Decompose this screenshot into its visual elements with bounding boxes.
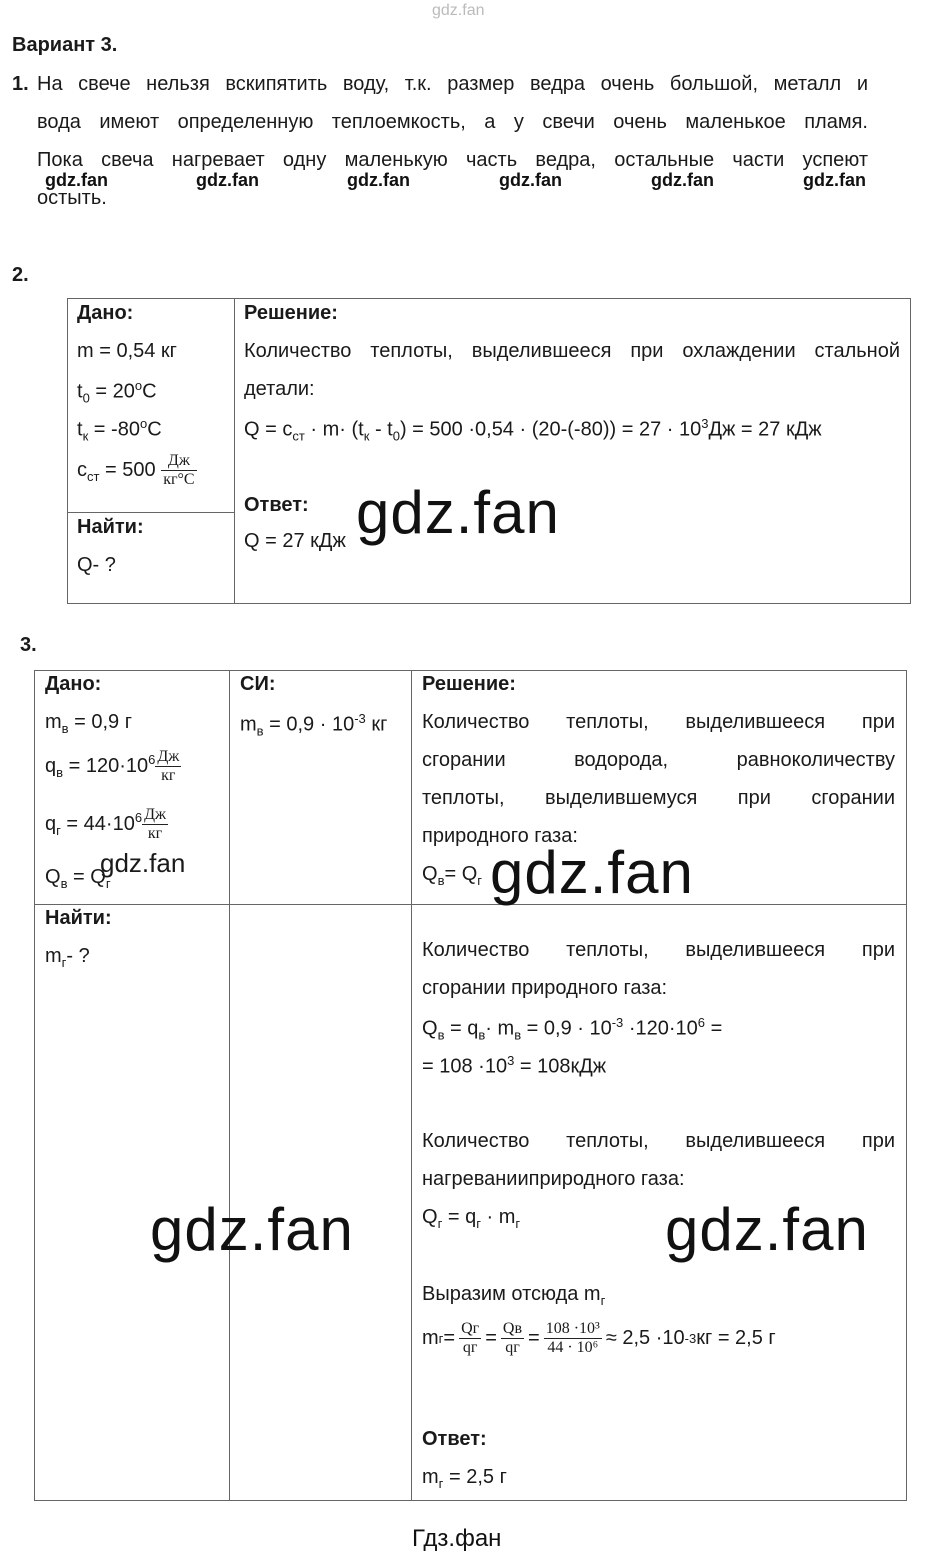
task2-c-fraction: $\frac{Дж}{кг^\circ C}$ [163,452,195,488]
task3-given-qg: $q_г = 44\cdot 10^6$ $\frac{Дж}{кг}$ [45,806,167,842]
task3-given-mv: $m_в = 0,9$ г [45,711,133,736]
task3-watermark-small: gdz.fan [100,848,186,878]
task3-p4-equation: m г = $\frac{Qг}{qг}$ = $\frac{Qв}{qг}$ = $\frac{\text{108 ·10³}}{\text{44 · 10⁶}}$ ≈ 2,5 ·10 -3 кг = 2,5 г [422,1320,776,1356]
task1-line3: Пока свеча нагревает одну маленькую часть ведра, остальные части успеют [37,149,868,171]
task2-given-t0: $t_0 = 20^oC$ [77,378,157,406]
task3-p2-line2: сгорании природного газа: [422,977,668,999]
task3-p2-line1: Количество теплоты, выделившееся при [422,939,895,961]
task3-given-equality: $Q_в = Q_г$ [45,866,111,891]
task3-si-header: СИ: [240,673,276,695]
task1-number: 1. [12,73,29,95]
footer-watermark: Гдз.фан [412,1525,502,1552]
task2-solution-line2: детали: [244,378,315,400]
top-watermark: gdz.fan [432,2,485,19]
task2-answer: Q = 27 кДж [244,530,346,552]
task2-watermark: gdz.fan [356,479,560,546]
task3-find: $m_г-$ ? [45,945,90,970]
task3-find-header: Найти: [45,907,112,929]
task2-find-header: Найти: [77,516,144,538]
task3-p1-line1: Количество теплоты, выделившееся при [422,711,895,733]
task3-watermark-1: gdz.fan [490,839,694,906]
task3-si-mv: $m_в = 0,9 \cdot 10^{-3}$ кг [240,711,388,739]
task1-line1: На свече нельзя вскипятить воду, т.к. размер ведра очень большой, металл и [37,73,868,95]
variant-title: Вариант 3. [12,34,118,56]
task2-solution-header: Решение: [244,302,338,324]
task3-frac-2: $\frac{Qв}{qг}$ [502,1320,523,1356]
task3-qg-fraction: $\frac{Дж}{кг}$ [144,806,167,842]
task3-p2-equation1: $Q_в = q_в\cdot m_в = 0,9 \cdot 10^{-3} \cdot 120\cdot 10^6$ = [422,1015,723,1043]
task2-solution-line1: Количество теплоты, выделившееся при охлаждении стальной [244,340,900,362]
watermark-row-2: gdz.fan [196,170,259,190]
task3-p4-line1: Выразим отсюда $m_г$ [422,1283,606,1308]
task3-p3-line2: нагреванииприродного газа: [422,1168,685,1190]
watermark-row-5: gdz.fan [651,170,714,190]
task3-answer-header: Ответ: [422,1428,487,1450]
task3-p2-equation2: = $108 \cdot 10^3 = 108кДж$ [422,1053,607,1078]
watermark-row-4: gdz.fan [499,170,562,190]
task1-line2: вода имеют определенную теплоемкость, а у свечи очень маленькое пламя. [37,111,868,133]
task3-answer: $m_г = 2,5$ г [422,1466,507,1491]
watermark-row-1: gdz.fan [45,170,108,190]
task2-given-mass: m = 0,54 кг [77,340,177,362]
task3-frac-1: $\frac{Qг}{qг}$ [461,1320,480,1356]
task2-number: 2. [12,264,29,286]
task2-find: Q- ? [77,554,116,576]
task3-watermark-2: gdz.fan [150,1196,354,1263]
task3-frac-3: $\frac{\text{108 ·10³}}{\text{44 · 10⁶}}$ [545,1320,600,1356]
task3-qv-fraction: $\frac{Дж}{кг}$ [157,748,180,784]
task3-p1-line4: природного газа: [422,825,578,847]
task2-given-tk: $t_к = -80^oC$ [77,416,162,444]
task1-line4: остыть. [37,187,107,209]
task3-watermark-3: gdz.fan [665,1196,869,1263]
task3-given-qv: $q_в = 120\cdot 10^6$ $\frac{Дж}{кг}$ [45,748,180,784]
task3-p3-line1: Количество теплоты, выделившееся при [422,1130,895,1152]
task3-p1-equation: $Q_в= Q_г$ [422,863,483,888]
watermark-row-3: gdz.fan [347,170,410,190]
task3-solution-header: Решение: [422,673,516,695]
task2-given-header: Дано: [77,302,134,324]
task2-answer-header: Ответ: [244,494,309,516]
task3-p1-line2: сгорании водорода, равноколичеству [422,749,895,771]
task3-p1-line3: теплоты, выделившемуся при сгорании [422,787,895,809]
task2-given-c: $c_{ст} = 500$ $\frac{Дж}{кг^\circ C}$ [77,452,195,488]
task3-p3-equation: $Q_г = q_г \cdot m_г$ [422,1206,521,1231]
task3-given-header: Дано: [45,673,102,695]
task2-formula: $Q = c_{ст} \cdot m\cdot (t_к - t_0) = 500 \cdot 0,54 \cdot (20-(-80)) = 27 \cdot 10^3Дж = 27$ кДж [244,416,822,444]
watermark-row-6: gdz.fan [803,170,866,190]
task3-number: 3. [20,634,37,656]
